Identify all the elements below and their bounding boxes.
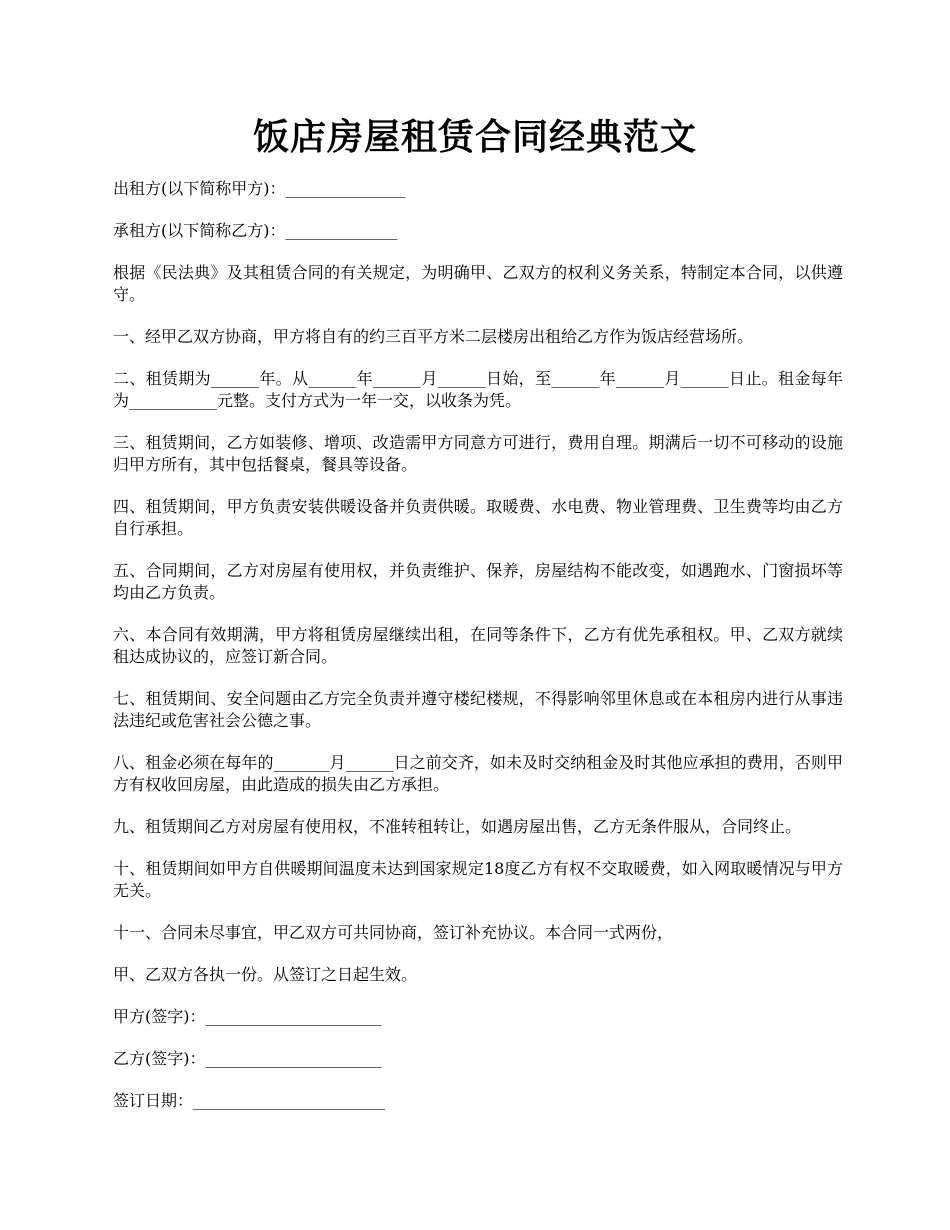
- clause-5: 五、合同期间，乙方对房屋有使用权，并负责维护、保养，房屋结构不能改变，如遇跑水、门窗损坏等均由乙方负责。: [113, 561, 843, 602]
- clause-10: 十、租赁期间如甲方自供暖期间温度未达到国家规定18度乙方有权不交取暖费，如入网取暖情况与甲方无关。: [113, 859, 843, 900]
- lessee-line: 承租方(以下简称乙方)：______________: [113, 221, 398, 240]
- lessor-line: 出租方(以下简称甲方)：_______________: [113, 179, 406, 198]
- document-body: [113, 178, 843, 1132]
- clause-9: 九、租赁期间乙方对房屋有使用权，不准转租转让，如遇房屋出售，乙方无条件服从，合同终止。: [113, 817, 802, 836]
- document-title: 饭店房屋租赁合同经典范文: [252, 116, 697, 158]
- preamble-paragraph: 根据《民法典》及其租赁合同的有关规定，为明确甲、乙双方的权利义务关系，特制定本合同，以供遵守。: [113, 263, 843, 304]
- party-b-signature-line: 乙方(签字)：______________________: [113, 1049, 382, 1068]
- clause-2: 二、租赁期为______年。从______年______月______日始，至______年______月______日止。租金每年为___________元整。支付方式为一年一交，以收条为凭。: [113, 369, 843, 410]
- clause-4: 四、租赁期间，甲方负责安装供暖设备并负责供暖。取暖费、水电费、物业管理费、卫生费等均由乙方自行承担。: [113, 497, 843, 538]
- clause-3: 三、租赁期间，乙方如装修、增项、改造需甲方同意方可进行，费用自理。期满后一切不可移动的设施归甲方所有，其中包括餐桌，餐具等设备。: [113, 433, 843, 474]
- clause-7: 七、租赁期间、安全问题由乙方完全负责并遵守楼纪楼规，不得影响邻里休息或在本租房内进行从事违法违纪或危害社会公德之事。: [113, 689, 843, 730]
- clause-1: 一、经甲乙双方协商，甲方将自有的约三百平方米二层楼房出租给乙方作为饭店经营场所。: [113, 327, 754, 346]
- clause-8: 八、租金必须在每年的_______月______日之前交齐，如未及时交纳租金及时其他应承担的费用，否则甲方有权收回房屋，由此造成的损失由乙方承担。: [113, 753, 843, 794]
- signing-date-line: 签订日期：________________________: [113, 1091, 386, 1110]
- clause-6: 六、本合同有效期满，甲方将租赁房屋继续出租，在同等条件下，乙方有优先承租权。甲、乙双方就续租达成协议的，应签订新合同。: [113, 625, 843, 666]
- clause-11-continued: 甲、乙双方各执一份。从签订之日起生效。: [113, 965, 418, 984]
- clause-11: 十一、合同未尽事宜，甲乙双方可共同协商，签订补充协议。本合同一式两份，: [113, 923, 674, 942]
- party-a-signature-line: 甲方(签字)：______________________: [113, 1007, 382, 1026]
